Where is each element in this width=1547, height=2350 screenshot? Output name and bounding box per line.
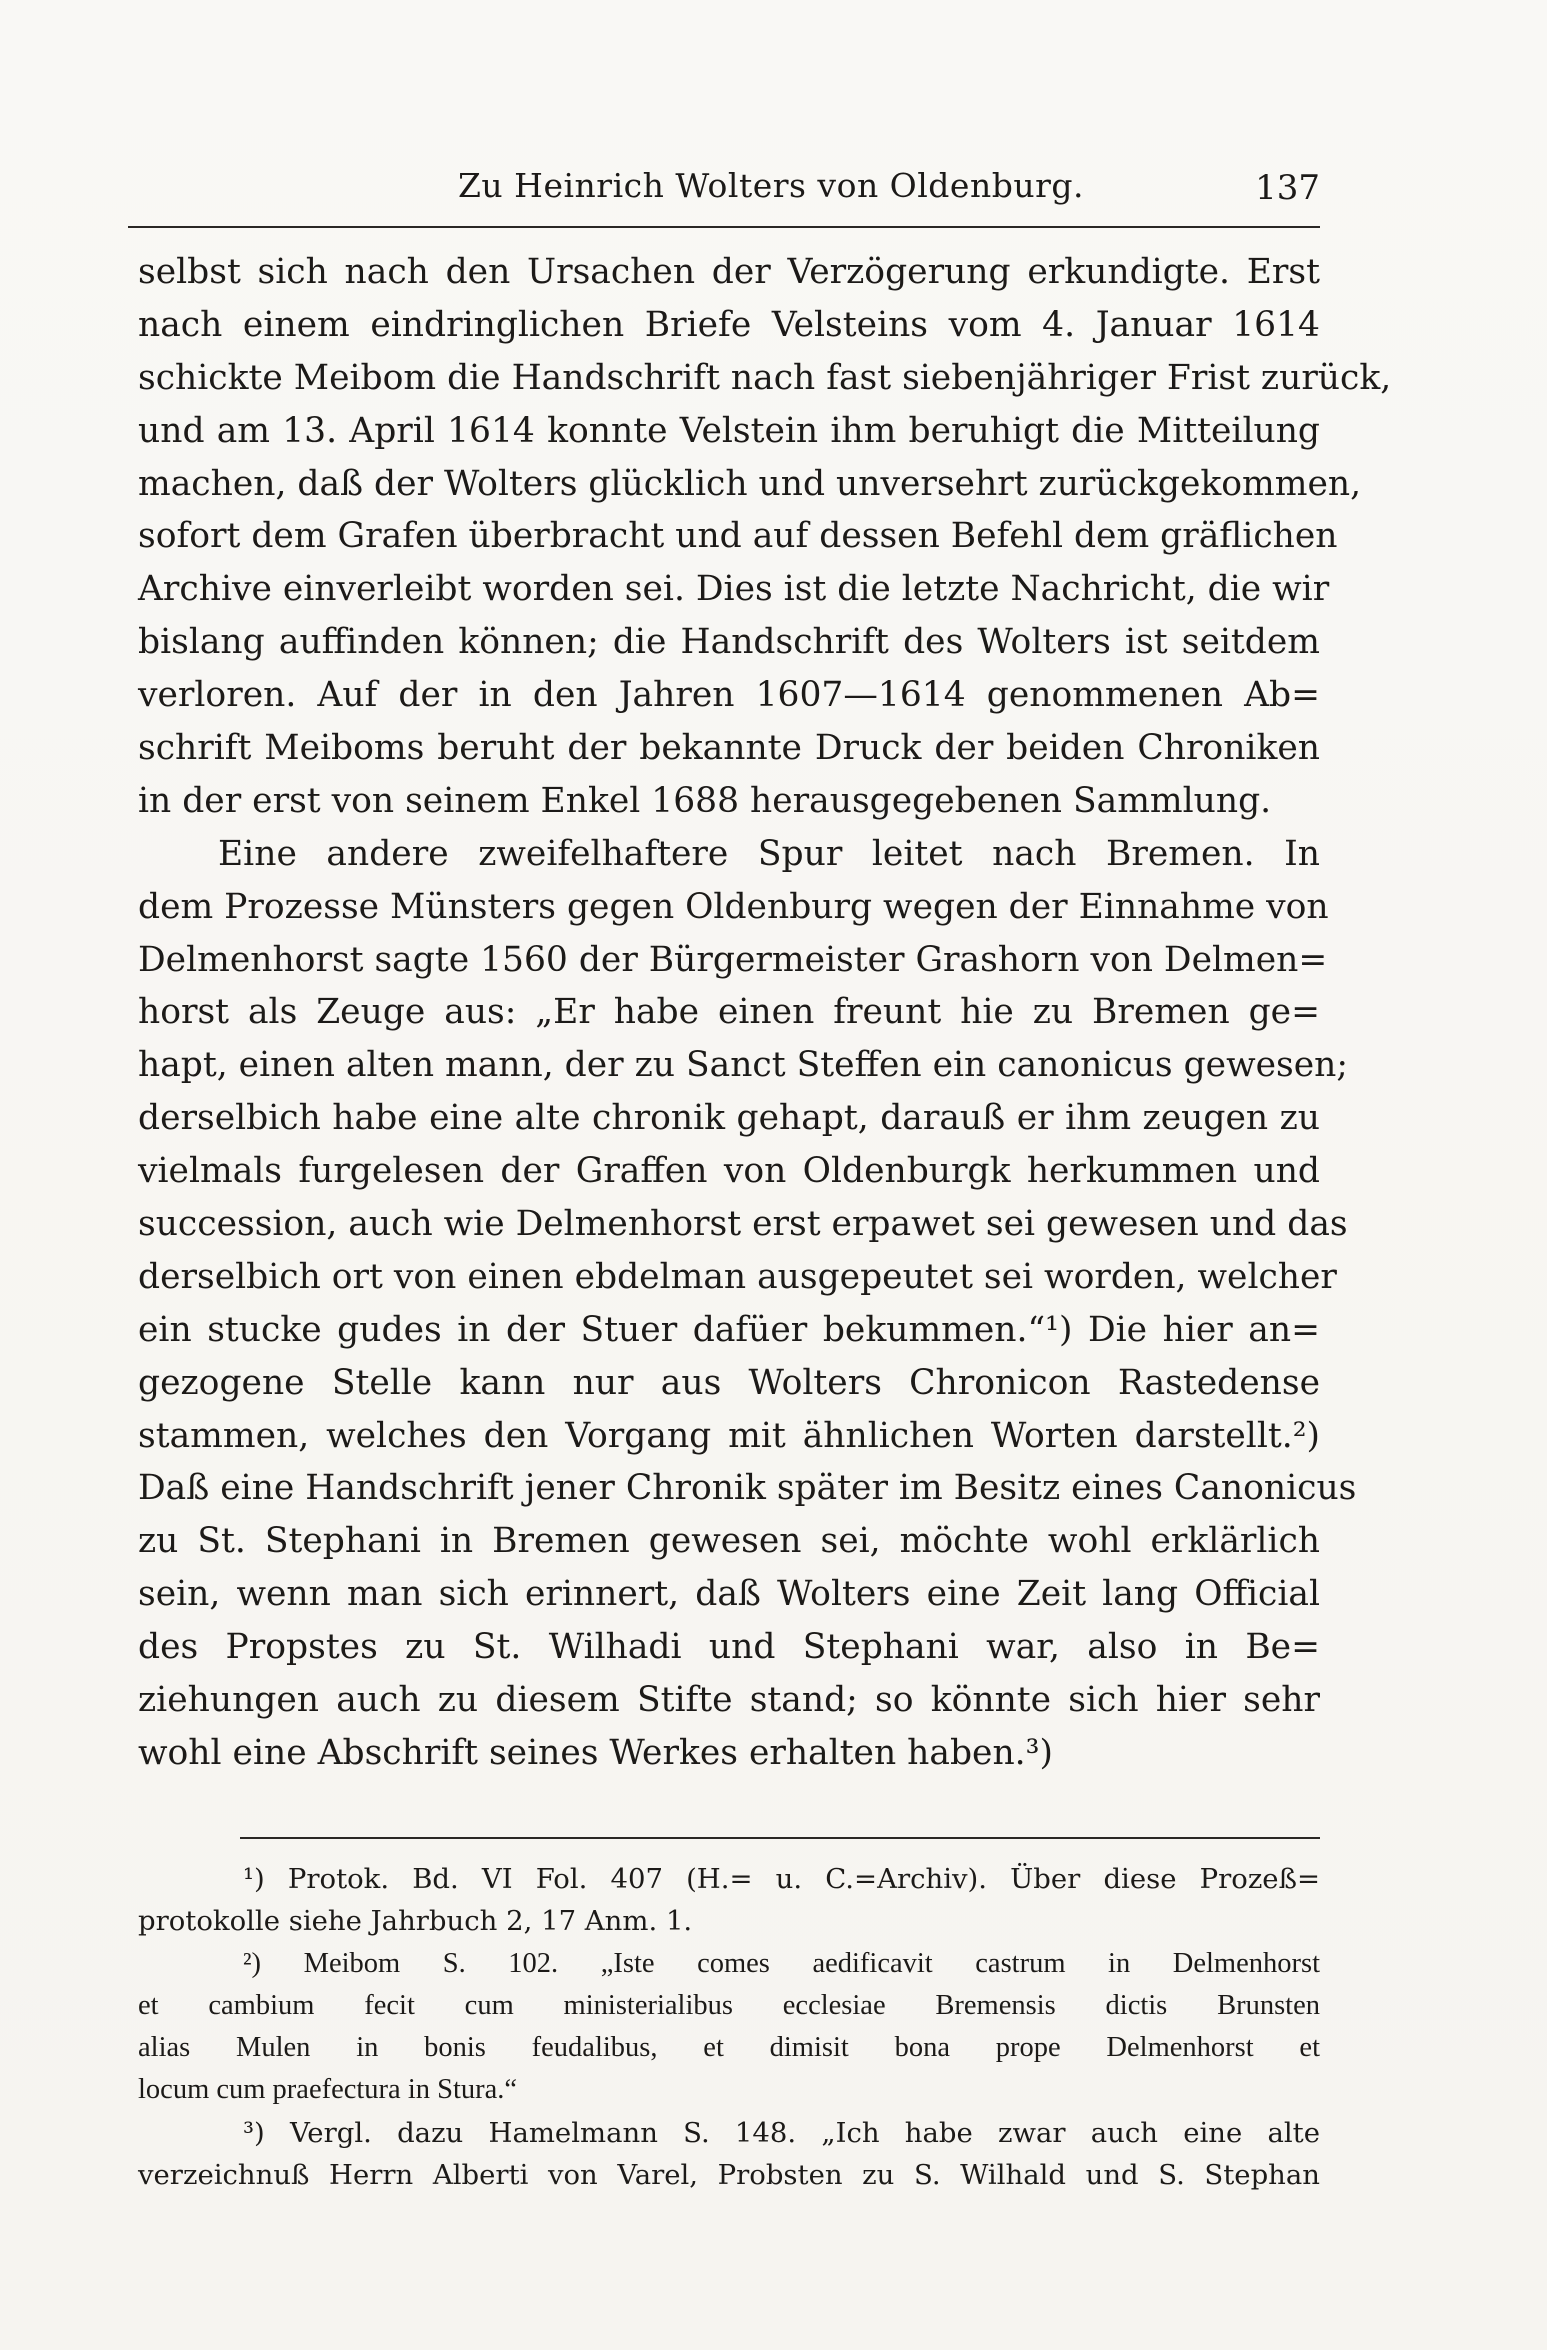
- text-line: hapt, einen alten mann, der zu Sanct Steffen ein canonicus gewesen;: [138, 1045, 1348, 1086]
- text-line: ziehungen auch zu diesem Stifte stand; so könnte sich hier sehr: [138, 1680, 1320, 1721]
- footnote-1-line: protokolle siehe Jahrbuch 2, 17 Anm. 1.: [138, 1905, 693, 1938]
- text-line: selbst sich nach den Ursachen der Verzögerung erkundigte. Erst: [138, 252, 1320, 292]
- header-rule: [128, 226, 1320, 228]
- text-line: schrift Meiboms beruht der bekannte Druck der beiden Chroniken: [138, 728, 1320, 769]
- footnotes: [138, 1858, 1320, 2196]
- text-line: derselbich habe eine alte chronik gehapt, darauß er ihm zeugen zu: [138, 1098, 1320, 1139]
- text-line: machen, daß der Wolters glücklich und unversehrt zurückgekommen,: [138, 463, 1362, 504]
- text-line: dem Prozesse Münsters gegen Oldenburg wegen der Einnahme von: [138, 886, 1329, 927]
- text-line: Archive einverleibt worden sei. Dies ist die letzte Nachricht, die wir: [138, 569, 1330, 610]
- page-header: [128, 158, 1320, 218]
- text-line: ein stucke gudes in der Stuer dafüer bekummen.“¹) Die hier an=: [138, 1309, 1320, 1350]
- text-line: derselbich ort von einen ebdelman ausgepeutet sei worden, welcher: [138, 1256, 1337, 1297]
- footnote-3-line: verzeichnuß Herrn Alberti von Varel, Probsten zu S. Wilhald und S. Stephan: [138, 2159, 1320, 2192]
- text-line: succession, auch wie Delmenhorst erst erpawet sei gewesen und das: [138, 1204, 1348, 1245]
- text-line: sofort dem Grafen überbracht und auf dessen Befehl dem gräflichen: [138, 516, 1338, 557]
- text-line: horst als Zeuge aus: „Er habe einen freunt hie zu Bremen ge=: [138, 992, 1320, 1033]
- text-line: wohl eine Abschrift seines Werkes erhalten haben.³): [138, 1732, 1053, 1773]
- footnote-2-line: ²) Meibom S. 102. „Iste comes aedificavit castrum in Delmenhorst: [243, 1947, 1320, 1979]
- text-line: Daß eine Handschrift jener Chronik später im Besitz eines Canonicus: [138, 1468, 1357, 1509]
- main-text: [138, 246, 1392, 1780]
- footnote-rule: [240, 1837, 1320, 1839]
- text-line: und am 13. April 1614 konnte Velstein ihm beruhigt die Mitteilung: [138, 410, 1320, 451]
- text-line: in der erst von seinem Enkel 1688 herausgegebenen Sammlung.: [138, 780, 1272, 821]
- footnote-2-line: locum cum praefectura in Stura.“: [138, 2074, 518, 2106]
- footnote-2-line: et cambium fecit cum ministerialibus ecclesiae Bremensis dictis Brunsten: [138, 1989, 1320, 2021]
- running-head: Zu Heinrich Wolters von Oldenburg.: [458, 166, 1084, 205]
- page-number: 137: [1255, 168, 1320, 208]
- text-line: vielmals furgelesen der Graffen von Oldenburgk herkummen und: [138, 1151, 1320, 1192]
- text-line: schickte Meibom die Handschrift nach fast siebenjähriger Frist zurück,: [138, 357, 1392, 398]
- footnote-1-line: ¹) Protok. Bd. VI Fol. 407 (H.= u. C.=Archiv). Über diese Prozeß=: [243, 1863, 1320, 1895]
- text-line: Delmenhorst sagte 1560 der Bürgermeister Grashorn von Delmen=: [138, 939, 1328, 980]
- footnote-3-line: ³) Vergl. dazu Hamelmann S. 148. „Ich habe zwar auch eine alte: [243, 2116, 1320, 2149]
- footnote-2-line: alias Mulen in bonis feudalibus, et dimisit bona prope Delmenhorst et: [138, 2032, 1320, 2064]
- text-line: zu St. Stephani in Bremen gewesen sei, möchte wohl erklärlich: [138, 1521, 1320, 1562]
- text-line: gezogene Stelle kann nur aus Wolters Chronicon Rastedense: [138, 1362, 1320, 1403]
- text-line: bislang auffinden können; die Handschrift des Wolters ist seitdem: [138, 622, 1320, 663]
- text-line: sein, wenn man sich erinnert, daß Wolters eine Zeit lang Official: [138, 1574, 1320, 1615]
- text-line: des Propstes zu St. Wilhadi und Stephani war, also in Be=: [138, 1627, 1320, 1668]
- text-line: Eine andere zweifelhaftere Spur leitet nach Bremen. In: [218, 833, 1320, 874]
- text-line: stammen, welches den Vorgang mit ähnlichen Worten darstellt.²): [138, 1415, 1320, 1456]
- text-line: nach einem eindringlichen Briefe Velsteins vom 4. Januar 1614: [138, 304, 1320, 345]
- text-line: verloren. Auf der in den Jahren 1607—1614 genommenen Ab=: [138, 675, 1320, 716]
